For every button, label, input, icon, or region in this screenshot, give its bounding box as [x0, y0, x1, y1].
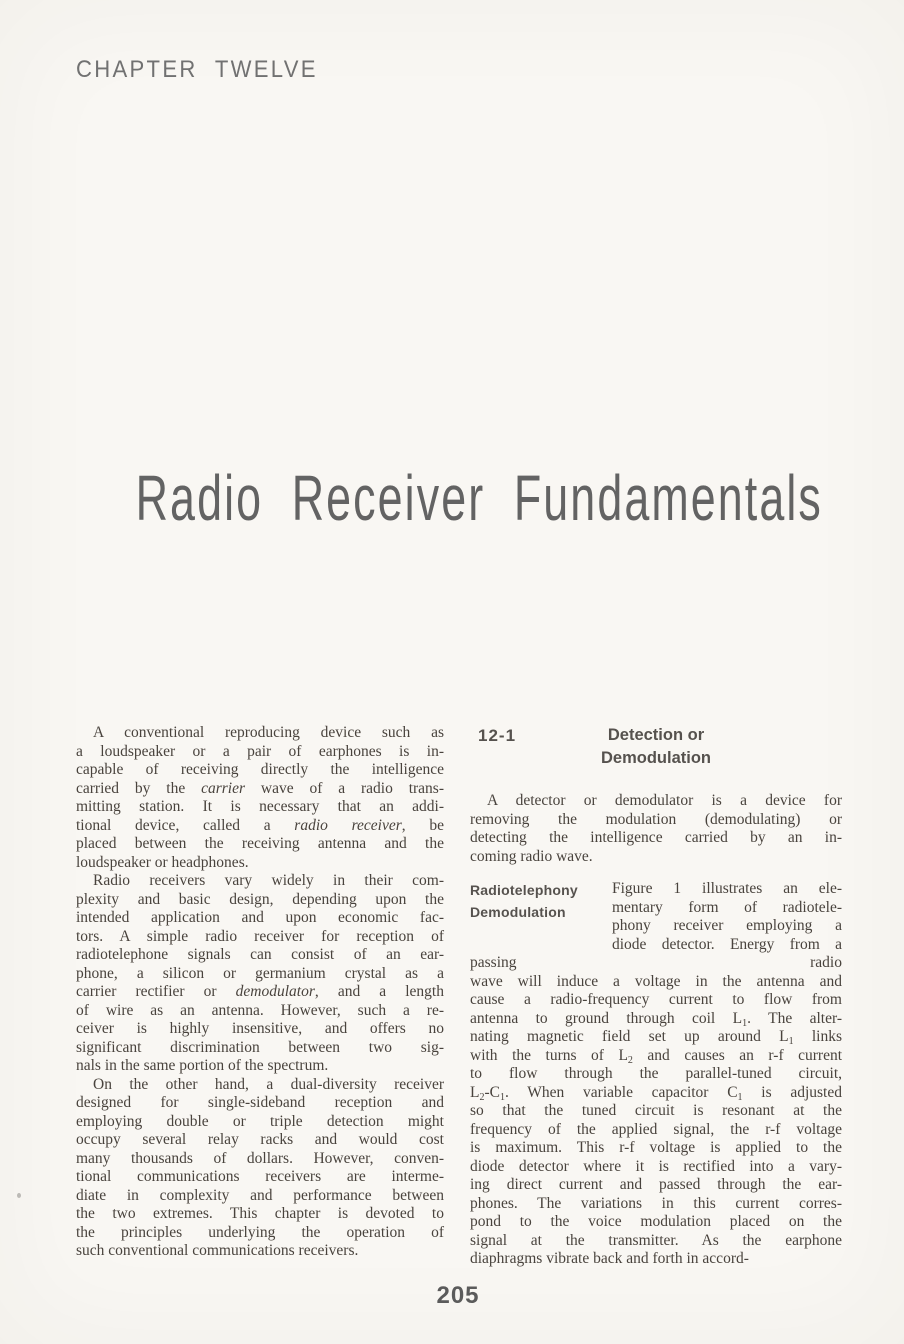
page-number: 205 [436, 1282, 480, 1309]
text-line: loudspeaker or headphones. [76, 853, 249, 871]
text-line: tional device, called a radio receiver, be [76, 816, 444, 834]
text-line: $L_2-C_1$. When variable capacitor $C_1$ is adjusted [470, 1083, 842, 1103]
sidehead-paragraph [470, 880, 842, 1269]
text-line: designed for single-sideband reception and [76, 1094, 444, 1111]
text-line: nating magnetic field set up around $L_1$ links [470, 1028, 842, 1047]
text-line: with the turns of $L_2$ and causes an r-f current [470, 1046, 842, 1066]
text-line: phones. The variations in this current corres- [470, 1194, 842, 1212]
paragraph [76, 872, 444, 1076]
text-line: detecting the intelligence carried by an in- [470, 829, 842, 846]
section-heading [470, 724, 842, 770]
section-heading-line2: Demodulation [601, 749, 711, 767]
text-line: On the other hand, a dual-diversity receiver [93, 1075, 444, 1093]
text-line: diate in complexity and performance between [76, 1186, 444, 1204]
text-line: occupy several relay racks and would cost [76, 1131, 444, 1148]
text-line: phony receiver employing a [612, 917, 842, 934]
text-line: radiotelephone signals can consist of an ear- [76, 946, 444, 963]
text-line: a loudspeaker or a pair of earphones is in- [76, 742, 444, 760]
chapter-title: Radio Receiver Fundamentals [135, 462, 823, 534]
text-line: diode detector where it is rectified into a vary- [470, 1157, 842, 1175]
text-line: wave will induce a voltage in the antenna and [470, 972, 842, 990]
text-line: Figure 1 illustrates an ele- [612, 880, 842, 897]
text-line: significant discrimination between two sig- [76, 1038, 444, 1056]
text-line: such conventional communications receivers. [76, 1242, 359, 1259]
text-line: diode detector. Energy from a passing radio [470, 935, 842, 971]
text-line: mentary form of radiotele- [612, 898, 842, 916]
paragraph [76, 1076, 444, 1261]
text-line: cause a radio-frequency current to flow from [470, 991, 842, 1008]
section-heading-line1: Detection or [607, 726, 705, 744]
text-line: of wire as an antenna. However, such a re- [76, 1001, 444, 1019]
text-line: phone, a silicon or germanium crystal as a [76, 964, 444, 982]
section-number: 12-1 [478, 726, 517, 745]
text-line: carried by the carrier wave of a radio trans- [76, 779, 444, 797]
text-line: removing the modulation (demodulating) or [470, 810, 842, 828]
text-line: carrier rectifier or demodulator, and a length [76, 983, 444, 1000]
text-line: so that the tuned circuit is resonant at the [470, 1102, 842, 1119]
sidehead-label-line1: Radiotelephony [470, 882, 578, 898]
text-line: diaphragms vibrate back and forth in accord- [470, 1250, 749, 1267]
paragraph [76, 724, 444, 872]
text-line: tional communications receivers are interme- [76, 1168, 444, 1185]
text-line: nals in the same portion of the spectrum. [76, 1057, 329, 1074]
right-text-column [470, 724, 842, 1269]
paragraph [470, 792, 842, 866]
sidehead-label-line2: Demodulation [470, 903, 566, 920]
text-line: signal at the transmitter. As the earphone [470, 1231, 842, 1249]
text-line: mitting station. It is necessary that an addi- [76, 798, 444, 815]
text-line: is maximum. This r-f voltage is applied to the [470, 1139, 842, 1156]
text-line: A conventional reproducing device such as [93, 724, 444, 741]
chapter-label: CHAPTER TWELVE [76, 56, 318, 83]
text-line: Radio receivers vary widely in their com- [93, 872, 444, 889]
text-line: pond to the voice modulation placed on the [470, 1213, 842, 1230]
text-line: many thousands of dollars. However, conven- [76, 1149, 444, 1167]
text-line: plexity and basic design, depending upon the [76, 890, 444, 908]
text-line: the principles underlying the operation of [76, 1223, 444, 1241]
sidehead-label [470, 880, 612, 936]
scan-speck [17, 1193, 21, 1198]
text-line: employing double or triple detection might [76, 1112, 444, 1130]
text-line: antenna to ground through coil $L_1$. The alter- [470, 1009, 843, 1029]
text-line: the two extremes. This chapter is devoted to [76, 1205, 444, 1222]
text-line: ing direct current and passed through the ear- [470, 1176, 842, 1193]
text-line: frequency of the applied signal, the r-f voltage [470, 1120, 842, 1138]
left-text-column [76, 724, 444, 1261]
text-line: capable of receiving directly the intelligence [76, 761, 444, 778]
text-line: coming radio wave. [470, 847, 593, 865]
text-line: placed between the receiving antenna and the [76, 835, 444, 852]
text-line: to flow through the parallel-tuned circuit, [470, 1065, 842, 1082]
text-line: A detector or demodulator is a device for [487, 792, 842, 809]
text-line: ceiver is highly insensitive, and offers no [76, 1020, 444, 1037]
text-line: tors. A simple radio receiver for reception of [76, 927, 444, 945]
text-line: intended application and upon economic fac- [76, 909, 444, 926]
